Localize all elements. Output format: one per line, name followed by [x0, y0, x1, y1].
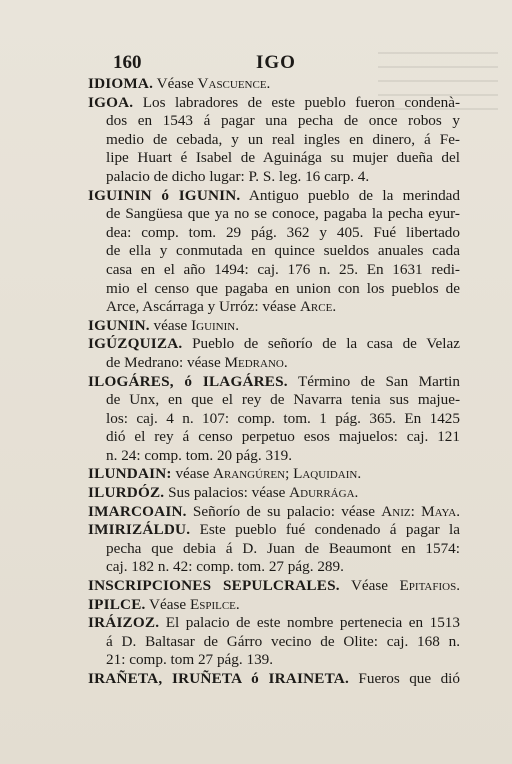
entry-text: de Sangüesa que ya no se conoce, pagaba la pecha eyur-: [106, 205, 460, 223]
entry-text: 21: comp. tom 27 pág. 139.: [106, 651, 274, 669]
entry-text: véase: [149, 316, 192, 334]
entry-text: Arce, Ascárraga y Urróz: véase: [106, 298, 300, 316]
entry-text: Antiguo pueblo de la merindad: [240, 186, 460, 204]
entry-first-line: [88, 335, 460, 354]
entry-continuation-line: [88, 391, 460, 410]
entry-text: Véase: [339, 577, 400, 595]
entry-text: de Unx, en que el rey de Navarra tenia sus majue-: [106, 391, 460, 409]
entry-first-line: [88, 94, 460, 113]
entry-first-line: [88, 596, 460, 615]
page-header: [113, 52, 413, 74]
cross-reference: Aniz: Maya.: [381, 502, 460, 520]
entry-text: Fueros que dió: [348, 670, 460, 687]
entry-text: Señorío de su palacio: véase: [186, 502, 382, 520]
entry-text: pecha que debia á D. Juan de Beaumont en 1574:: [106, 539, 460, 557]
cross-reference: Iguinin.: [191, 316, 240, 334]
entry-first-line: [88, 670, 460, 689]
entry-text: n. 24: comp. tom. 20 pág. 319.: [106, 446, 293, 464]
entry: [88, 373, 460, 466]
entry-text: caj. 182 n. 42: comp. tom. 27 pág. 289.: [106, 558, 344, 576]
entry-continuation-line: [88, 112, 460, 131]
entry-continuation-line: [88, 540, 460, 559]
entry-text: lipe Huart é Isabel de Aguinága su mujer dueña del: [106, 149, 460, 167]
entry-text: palacio de dicho lugar: P. S. leg. 16 carp. 4.: [106, 167, 370, 185]
entry-continuation-line: [88, 447, 460, 466]
entry-continuation-line: [88, 410, 460, 429]
entry-first-line: [88, 614, 460, 633]
cross-reference: Arce.: [299, 298, 337, 316]
entry-text: dió el rey á censo perpetuo esos majuelos: caj. 121: [106, 428, 460, 446]
entry-text: véase: [171, 465, 213, 483]
entry-headword: IRÁIZOZ.: [88, 614, 160, 632]
entry-continuation-line: [88, 168, 460, 187]
entry-text: á D. Baltasar de Gárro vecino de Olite: caj. 168 n.: [106, 632, 460, 650]
entry-first-line: [88, 503, 460, 522]
entry-text: Sus palacios: véase: [164, 484, 290, 502]
entry-continuation-line: [88, 242, 460, 261]
cross-reference: Medrano.: [224, 353, 288, 371]
entry-headword: IGUININ ó IGUNIN.: [88, 186, 241, 204]
entry: [88, 596, 460, 615]
entry-text: de ella y conmutada en quince sueldos anuales cada: [106, 242, 460, 260]
entry-continuation-line: [88, 298, 460, 317]
entry-text: casa en el año 1494: caj. 176 n. 25. En 1631 redi-: [106, 260, 460, 278]
entry: [88, 75, 460, 94]
cross-reference: Epitafios.: [399, 577, 460, 595]
entry: [88, 484, 460, 503]
entry: [88, 503, 460, 522]
entry-headword: IMIRIZÁLDU.: [88, 521, 191, 539]
entry-first-line: [88, 75, 460, 94]
entry-text: Pueblo de señorío de la casa de Velaz: [182, 335, 460, 353]
page-number: 160: [113, 52, 142, 73]
entry: [88, 670, 460, 689]
entry-text: Véase: [153, 75, 198, 92]
entry: [88, 187, 460, 317]
entry-text: Término de San Martin: [287, 372, 460, 390]
entry-continuation-line: [88, 280, 460, 299]
entry-first-line: [88, 317, 460, 336]
entry: [88, 465, 460, 484]
entry-continuation-line: [88, 205, 460, 224]
entry-continuation-line: [88, 651, 460, 670]
cross-reference: Adurrága.: [289, 484, 359, 502]
entry: [88, 94, 460, 187]
entry-continuation-line: [88, 149, 460, 168]
entry-continuation-line: [88, 633, 460, 652]
entry-headword: IMARCOAIN.: [88, 502, 187, 520]
entry-first-line: [88, 577, 460, 596]
entry-headword: IGUNIN.: [88, 316, 150, 334]
cross-reference: Vascuence.: [197, 75, 271, 92]
entry-headword: IGÚZQUIZA.: [88, 335, 183, 353]
entry-headword: ILUNDAIN:: [88, 465, 172, 483]
entry-first-line: [88, 187, 460, 206]
entry-continuation-line: [88, 224, 460, 243]
entry: [88, 335, 460, 372]
entry-first-line: [88, 465, 460, 484]
entry: [88, 317, 460, 336]
entry: [88, 614, 460, 670]
entry-text: los: caj. 4 n. 107: comp. tom. 1 pág. 365. En 1425: [106, 409, 460, 427]
entry-headword: INSCRIPCIONES SEPULCRALES.: [88, 577, 340, 595]
entry-text: mio el censo que pagaba en union con los pueblos de: [106, 279, 460, 297]
entry-text: Los labradores de este pueblo fueron condenà-: [133, 93, 460, 111]
entry-headword: ILURDÓZ.: [88, 484, 165, 502]
entry-first-line: [88, 521, 460, 540]
entry-text: dea: comp. tom. 29 pág. 362 y 405. Fué libertado: [106, 223, 460, 241]
cross-reference: Arangúren; Laquidain.: [212, 465, 362, 483]
entry: [88, 577, 460, 596]
entry-headword: IRAÑETA, IRUÑETA ó IRAINETA.: [88, 670, 349, 687]
entry-continuation-line: [88, 558, 460, 577]
entry-text: Véase: [145, 595, 190, 613]
entry-text: de Medrano: véase: [106, 353, 225, 371]
entry-first-line: [88, 373, 460, 392]
entry-first-line: [88, 484, 460, 503]
entry-text: medio de cebada, y un real ingles en dinero, á Fe-: [106, 130, 460, 148]
entry-headword: IPILCE.: [88, 595, 146, 613]
entry-text: dos en 1543 á pagar una pecha de once robos y: [106, 112, 460, 130]
running-head: IGO: [256, 52, 296, 73]
entry-continuation-line: [88, 261, 460, 280]
entry-continuation-line: [88, 131, 460, 150]
entry: [88, 521, 460, 577]
entry-headword: ILOGÁRES, ó ILAGÁRES.: [88, 372, 288, 390]
entry-text: El palacio de este nombre pertenecia en 1513: [159, 614, 460, 632]
entry-headword: IDIOMA.: [88, 75, 154, 92]
entry-headword: IGOA.: [88, 93, 134, 111]
entry-continuation-line: [88, 428, 460, 447]
entry-text: Este pueblo fué condenado á pagar la: [190, 521, 460, 539]
entry-continuation-line: [88, 354, 460, 373]
cross-reference: Espilce.: [189, 595, 240, 613]
dictionary-entries: [88, 75, 460, 689]
